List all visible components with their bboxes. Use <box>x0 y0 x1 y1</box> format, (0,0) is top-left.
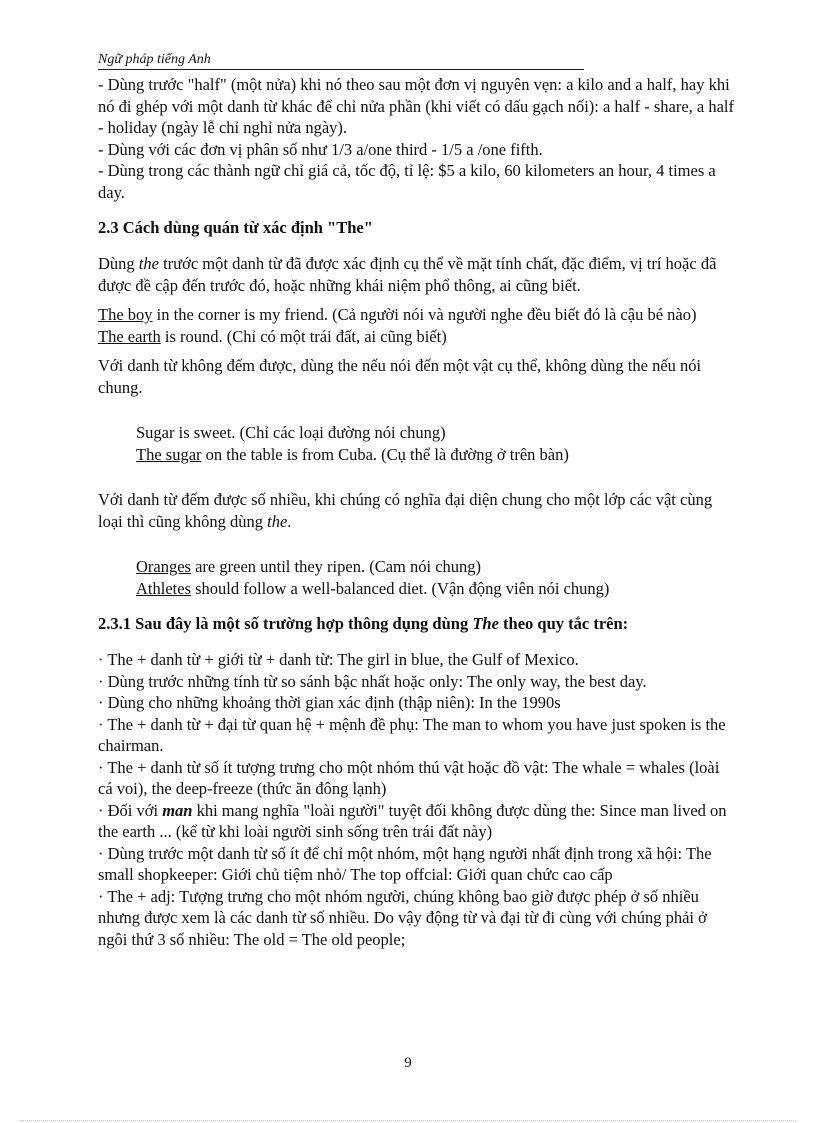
rule-social-class: · Dùng trước một danh từ số ít để chỉ một nhóm, một hạng người nhất định trong xã hội: The small shopkeeper: Giới chủ tiệm nhỏ/ The top offcial: Giới quan chức cao cấp <box>98 843 712 884</box>
paragraph-plural-countable: Với danh từ đếm được số nhiều, khi chúng có nghĩa đại diện chung cho một lớp các vật cùng loại thì cũng không dùng the. <box>98 490 713 531</box>
paragraph-uncountable: Với danh từ không đếm được, dùng the nếu nói đến một vật cụ thể, không dùng the nếu nói chung. <box>98 356 702 397</box>
rule-man: · Đối với man khi mang nghĩa "loài người" tuyệt đối không được dùng the: Since man lived on the earth ... (kể từ khi loài người sinh sống trên trái đất này) <box>98 800 727 841</box>
example-sugar: Sugar is sweet. (Chỉ các loại đường nói chung) <box>136 423 446 442</box>
bullet-fractions: - Dùng với các đơn vị phân số như 1/3 a/one third - 1/5 a /one fifth. <box>98 139 543 159</box>
example-the-earth: The earth is round. (Chỉ có một trái đất, ai cũng biết) <box>98 326 447 346</box>
section-heading-2-3-1: 2.3.1 Sau đây là một số trường hợp thông dụng dùng The theo quy tắc trên: <box>98 614 629 633</box>
example-the-sugar: The sugar on the table is from Cuba. (Cụ thể là đường ở trên bàn) <box>136 444 569 464</box>
rule-prep-noun: · The + danh từ + giới từ + danh từ: The girl in blue, the Gulf of Mexico. <box>98 650 579 669</box>
page-bottom-divider <box>20 1120 796 1121</box>
paragraph-the-usage: Dùng the trước một danh từ đã được xác định cụ thể về mặt tính chất, đặc điểm, vị trí hoặc đã được đề cập đến trước đó, hoặc những khái niệm phổ thông, ai cũng biết. <box>98 254 717 295</box>
example-oranges: Oranges are green until they ripen. (Cam nói chung) <box>136 557 482 576</box>
rule-relative-clause: · The + danh từ + đại từ quan hệ + mệnh đề phụ: The man to whom you have just spoken is the chairman. <box>98 714 726 755</box>
example-athletes: Athletes should follow a well-balanced diet. (Vận động viên nói chung) <box>136 578 610 598</box>
example-the-boy: The boy in the corner is my friend. (Cả người nói và người nghe đều biết đó là cậu bé nào) <box>98 305 697 324</box>
rule-singular-group: · The + danh từ số ít tượng trưng cho một nhóm thú vật hoặc đồ vật: The whale = whales (loài cá voi), the deep-freeze (thức ăn đông lạnh) <box>98 757 720 798</box>
running-header: Ngữ pháp tiếng Anh <box>98 50 584 70</box>
page-content <box>98 74 738 950</box>
page-number: 9 <box>404 1055 412 1071</box>
rule-the-adj: · The + adj: Tượng trưng cho một nhóm người, chúng không bao giờ được phép ở số nhiều nhưng được xem là các danh từ số nhiều. Do vậy động từ và đại từ đi cùng với chúng phải ở ngôi thứ 3 số nhiều: The old = The old people; <box>98 886 707 949</box>
bullet-idioms: - Dùng trong các thành ngữ chỉ giá cả, tốc độ, tỉ lệ: $5 a kilo, 60 kilometers an hour, 4 times a day. <box>98 161 716 202</box>
bullet-half: - Dùng trước "half" (một nửa) khi nó theo sau một đơn vị nguyên vẹn: a kilo and a half, hay khi nó đi ghép với một danh từ khác để chỉ nửa phần (khi viết có dấu gạch nối): a half - share, a half - holiday (ngày lễ chỉ nghỉ nửa ngày). <box>98 75 734 137</box>
rule-superlative: · Dùng trước những tính từ so sánh bậc nhất hoặc only: The only way, the best day. <box>98 671 647 691</box>
rule-decades: · Dùng cho những khoảng thời gian xác định (thập niên): In the 1990s <box>98 693 561 712</box>
section-heading-2-3: 2.3 Cách dùng quán từ xác định "The" <box>98 218 373 237</box>
